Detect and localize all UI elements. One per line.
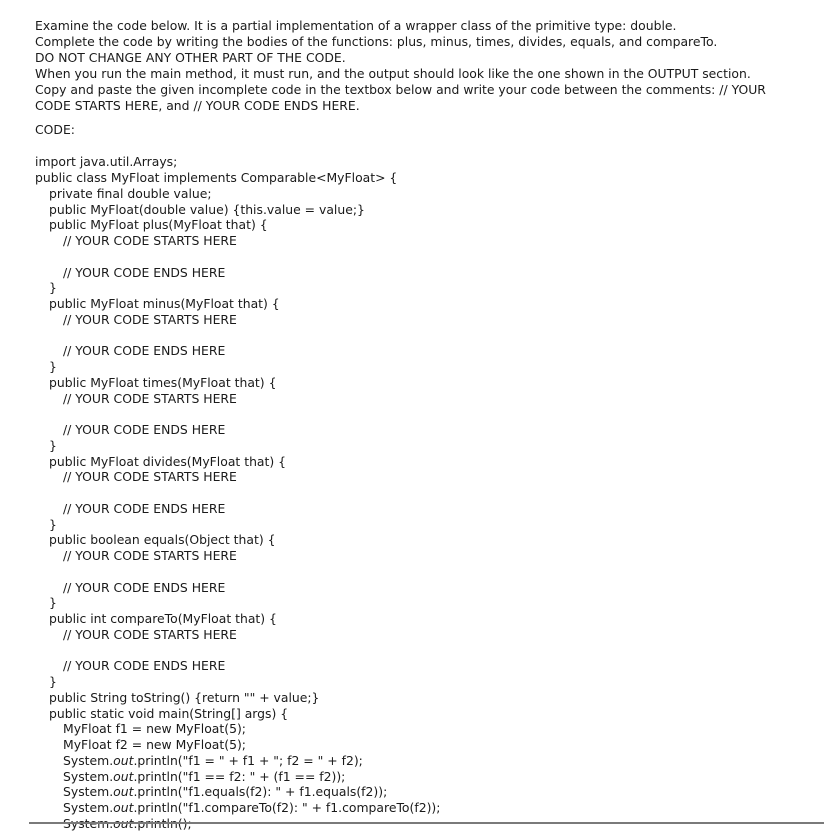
main-declaration: public static void main(String[] args) {	[49, 705, 289, 721]
constructor-line: public MyFloat(double value) {this.value = value;}	[49, 201, 365, 217]
method-minus-signature: public MyFloat minus(MyFloat that) {	[49, 296, 280, 312]
instruction-line: Copy and paste the given incomplete code in the textbox below and write your code between the comments: // YOUR	[35, 81, 766, 97]
closing-brace: }	[49, 516, 57, 532]
system-prefix: System.	[63, 768, 114, 784]
document	[35, 18, 825, 832]
closing-brace: }	[49, 595, 57, 611]
method-plus-signature: public MyFloat plus(MyFloat that) {	[49, 217, 268, 233]
field-declaration: private final double value;	[49, 185, 212, 201]
code-starts-comment: // YOUR CODE STARTS HERE	[63, 390, 237, 406]
println-call: .println("f1.equals(f2): " + f1.equals(f2));	[133, 784, 388, 800]
blank-line	[35, 249, 825, 265]
system-prefix: System.	[63, 800, 114, 816]
code-ends-comment: // YOUR CODE ENDS HERE	[63, 500, 226, 516]
method-times-signature: public MyFloat times(MyFloat that) {	[49, 374, 277, 390]
code-ends-comment: // YOUR CODE ENDS HERE	[63, 579, 226, 595]
method-compareto-signature: public int compareTo(MyFloat that) {	[49, 611, 277, 627]
code-ends-comment: // YOUR CODE ENDS HERE	[63, 422, 226, 438]
code-label: CODE:	[35, 122, 75, 138]
f2-declaration: MyFloat f2 = new MyFloat(5);	[63, 737, 246, 753]
blank-line	[35, 328, 825, 344]
blank-line	[35, 485, 825, 501]
code-starts-comment: // YOUR CODE STARTS HERE	[63, 233, 237, 249]
code-ends-comment: // YOUR CODE ENDS HERE	[63, 658, 226, 674]
tostring-line: public String toString() {return "" + value;}	[49, 689, 320, 705]
instruction-line: When you run the main method, it must run, and the output should look like the one shown in the OUTPUT section.	[35, 65, 751, 81]
class-declaration: public class MyFloat implements Comparable<MyFloat> {	[35, 170, 398, 186]
println-call: .println("f1.compareTo(f2): " + f1.compareTo(f2));	[133, 800, 441, 816]
code-starts-comment: // YOUR CODE STARTS HERE	[63, 469, 237, 485]
code-ends-comment: // YOUR CODE ENDS HERE	[63, 343, 226, 359]
system-prefix: System.	[63, 752, 114, 768]
instruction-line: Complete the code by writing the bodies of the functions: plus, minus, times, divides, equals, and compareTo.	[35, 33, 718, 49]
out-field: out	[113, 752, 134, 768]
bottom-divider	[29, 822, 824, 824]
code-block	[35, 154, 825, 831]
instruction-line: DO NOT CHANGE ANY OTHER PART OF THE CODE.	[35, 49, 346, 65]
closing-brace: }	[49, 674, 57, 690]
import-line: import java.util.Arrays;	[35, 154, 178, 170]
println-call: .println("f1 == f2: " + (f1 == f2));	[133, 768, 346, 784]
instruction-line: Examine the code below. It is a partial implementation of a wrapper class of the primitive type: double.	[35, 18, 677, 33]
method-divides-signature: public MyFloat divides(MyFloat that) {	[49, 453, 287, 469]
closing-brace: }	[49, 280, 57, 296]
out-field: out	[113, 800, 134, 816]
system-prefix: System.	[63, 784, 114, 800]
code-starts-comment: // YOUR CODE STARTS HERE	[63, 626, 237, 642]
instructions	[35, 18, 825, 113]
closing-brace: }	[49, 437, 57, 453]
blank-line	[35, 643, 825, 659]
blank-line	[35, 406, 825, 422]
code-ends-comment: // YOUR CODE ENDS HERE	[63, 264, 226, 280]
method-equals-signature: public boolean equals(Object that) {	[49, 532, 276, 548]
code-starts-comment: // YOUR CODE STARTS HERE	[63, 311, 237, 327]
println-line	[35, 769, 825, 785]
println-line	[35, 800, 825, 816]
code-starts-comment: // YOUR CODE STARTS HERE	[63, 548, 237, 564]
println-call: .println("f1 = " + f1 + "; f2 = " + f2);	[133, 752, 363, 768]
println-line	[35, 753, 825, 769]
f1-declaration: MyFloat f1 = new MyFloat(5);	[63, 721, 246, 737]
closing-brace: }	[49, 359, 57, 375]
out-field: out	[113, 784, 134, 800]
blank-line	[35, 564, 825, 580]
println-line	[35, 784, 825, 800]
instruction-line: CODE STARTS HERE, and // YOUR CODE ENDS HERE.	[35, 97, 360, 113]
out-field: out	[113, 768, 134, 784]
